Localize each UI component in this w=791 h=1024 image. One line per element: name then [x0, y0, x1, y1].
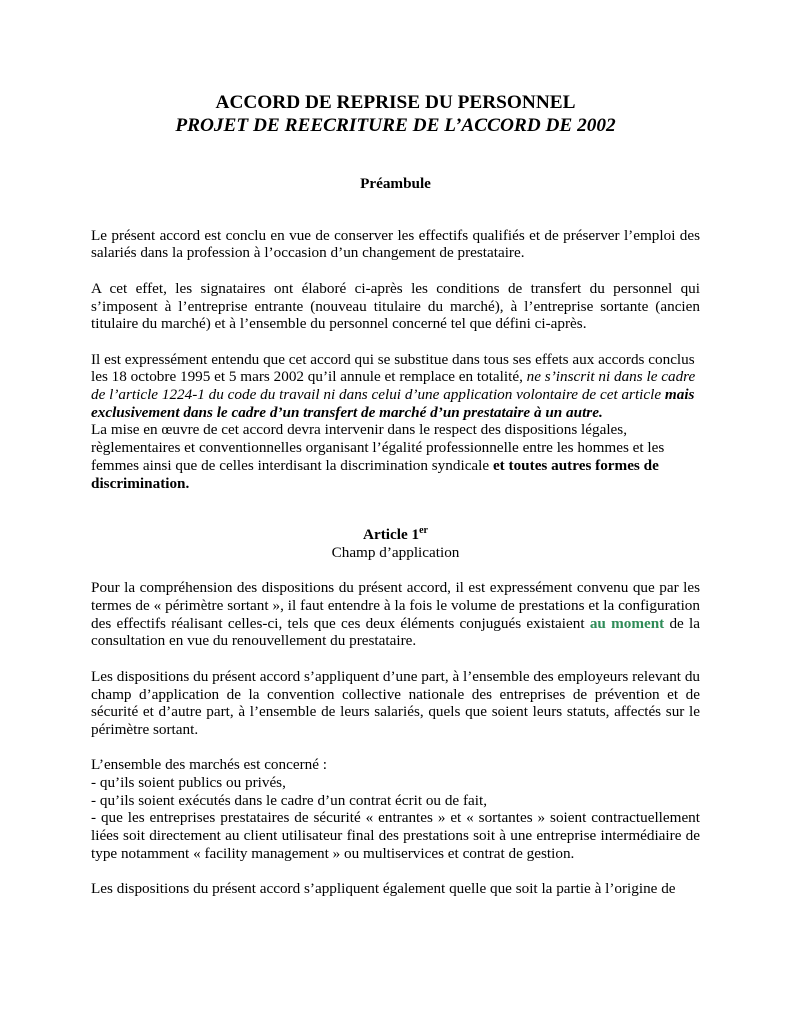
- article-1-paragraph-4: Les dispositions du présent accord s’appliquent également quelle que soit la partie à l’origine de: [91, 880, 676, 898]
- article-1-p1-end: de la consultation en vue du renouvellement du prestataire.: [91, 614, 700, 650]
- title-line-1: ACCORD DE REPRISE DU PERSONNEL: [215, 92, 576, 113]
- document-page: [91, 91, 700, 898]
- preamble-paragraph-2: A cet effet, les signataires ont élaboré ci-après les conditions de transfert du personnel qui s’imposent à l’entreprise entrante (nouveau titulaire du marché), à l’entreprise sortante (ancien titulaire du marché) et à l’ensemble du personnel concerné tel que défini ci-après.: [91, 279, 700, 333]
- preamble-p3-text: Il est expressément entendu que cet accord qui se substitue dans tous ses effets aux accords conclus les 18 octobre 1995 et 5 mars 2002 qu’il annule et remplace en totalité,: [91, 350, 695, 386]
- preamble-paragraph-1: Le présent accord est conclu en vue de conserver les effectifs qualifiés et de préserver l’emploi des salariés dans la profession à l’occasion d’un changement de prestataire.: [91, 226, 700, 262]
- article-1-p1-text: Pour la compréhension des dispositions du présent accord, il est expressément convenu que par les termes de « périmètre sortant », il faut entendre à la fois le volume de prestations et la configuration des effectifs réalisant celles-ci, tels que ces deux éléments conjugués existaient: [91, 579, 700, 632]
- title-line-2: PROJET DE REECRITURE DE L’ACCORD DE 2002: [175, 115, 616, 136]
- list-item: - qu’ils soient publics ou privés,: [91, 774, 286, 792]
- preamble-heading: Préambule: [360, 175, 431, 192]
- preamble-p3-italic: ne s’inscrit ni dans le cadre de l’article 1224-1 du code du travail ni dans celui d’une application volontaire de cet article: [91, 368, 696, 403]
- article-1-subtitle: Champ d’application: [331, 543, 460, 561]
- preamble-p3-bold-italic: mais exclusivement dans le cadre d’un transfert de marché d’un prestataire à un autre.: [91, 386, 695, 421]
- article-1-list: [91, 774, 700, 863]
- preamble-p4-text: La mise en œuvre de cet accord devra intervenir dans le respect des dispositions légales, règlementaires et conventionnelles organisant l’égalité professionnelle entre les hommes et les femmes ainsi que de celles interdisant la discrimination syndicale: [91, 421, 665, 474]
- article-1-p1-highlight: au moment: [589, 614, 665, 632]
- article-1-number: Article 1: [363, 526, 420, 544]
- article-1-paragraph-1: [91, 579, 700, 650]
- list-item: - que les entreprises prestataires de sécurité « entrantes » et « sortantes » soient contractuellement liées soit directement au client utilisateur final des prestations soit à une entreprise intermédiaire de type notamment « facility management » ou multiservices et contrat de gestion.: [91, 809, 700, 862]
- preamble-p4-bold: et toutes autres formes de discrimination.: [91, 456, 659, 492]
- article-1-superscript: er: [419, 525, 428, 537]
- article-1-heading: [91, 526, 700, 544]
- article-1-paragraph-2: Les dispositions du présent accord s’appliquent d’une part, à l’ensemble des employeurs relevant du champ d’application de la convention collective nationale des entreprises de prévention et de sécurité et d’autre part, à l’ensemble de leurs salariés, quels que soient leurs statuts, affectés sur le périmètre sortant.: [91, 667, 701, 738]
- preamble-paragraph-4: [91, 421, 700, 492]
- list-item: - qu’ils soient exécutés dans le cadre d’un contrat écrit ou de fait,: [91, 791, 487, 809]
- article-1-paragraph-3-intro: L’ensemble des marchés est concerné :: [91, 756, 328, 774]
- preamble-paragraph-3: [91, 351, 700, 422]
- document-title: [91, 91, 700, 137]
